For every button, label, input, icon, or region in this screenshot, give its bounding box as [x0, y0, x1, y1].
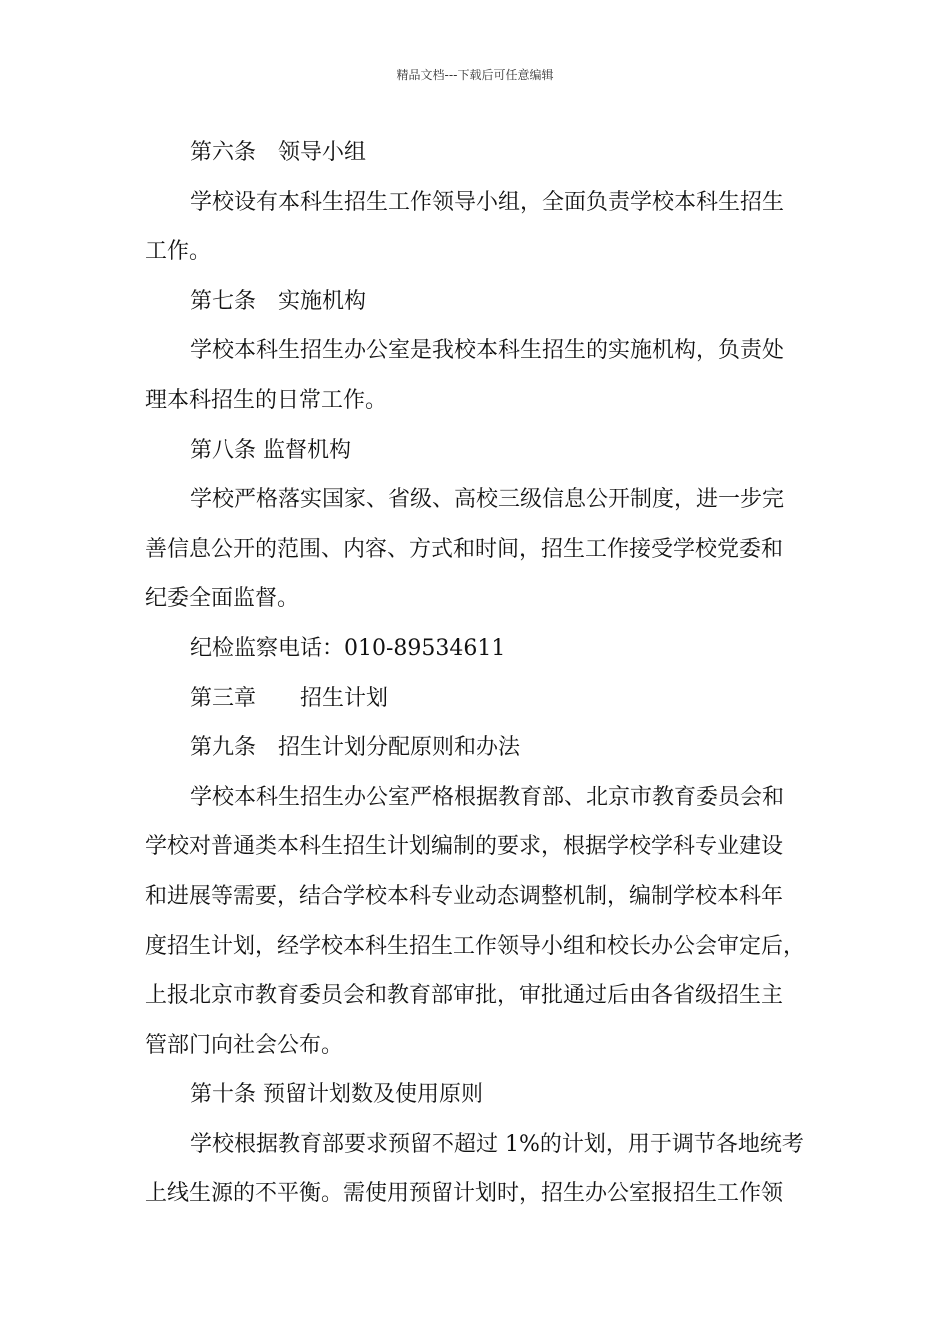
paragraph-line: 理本科招生的日常工作。: [145, 387, 388, 413]
document-body: [145, 128, 815, 1219]
paragraph-line: 学校设有本科生招生工作领导小组，全面负责学校本科生招生: [190, 189, 785, 215]
paragraph-line: 工作。: [145, 239, 212, 265]
paragraph-line: 学校本科生招生办公室是我校本科生招生的实施机构，负责处: [190, 338, 785, 364]
paragraph-line: 学校本科生招生办公室严格根据教育部、北京市教育委员会和: [190, 784, 785, 810]
page-header: 精品文档---下载后可任意编辑: [396, 68, 554, 82]
paragraph-line: 上报北京市教育委员会和教育部审批，审批通过后由各省级招生主: [145, 983, 784, 1009]
paragraph-line: 纪委全面监督。: [145, 586, 300, 612]
paragraph-line: 学校对普通类本科生招生计划编制的要求，根据学校学科专业建设: [145, 834, 784, 860]
paragraph-line: 上线生源的不平衡。需使用预留计划时，招生办公室报招生工作领: [145, 1181, 784, 1207]
article-heading: 第七条 实施机构: [190, 288, 367, 314]
article-heading: 第九条 招生计划分配原则和办法: [190, 735, 521, 761]
paragraph-line: 善信息公开的范围、内容、方式和时间，招生工作接受学校党委和: [145, 536, 784, 562]
paragraph-line: 学校根据教育部要求预留不超过 1%的计划，用于调节各地统考: [190, 1131, 804, 1157]
chapter-heading: 第三章 招生计划: [190, 685, 389, 711]
article-heading: 第八条 监督机构: [190, 437, 351, 463]
article-heading: 第六条 领导小组: [190, 140, 367, 165]
paragraph-line: 管部门向社会公布。: [145, 1032, 344, 1058]
phone-line: 纪检监察电话：010-89534611: [190, 635, 506, 661]
article-heading: 第十条 预留计划数及使用原则: [190, 1082, 483, 1108]
paragraph-line: 学校严格落实国家、省级、高校三级信息公开制度，进一步完: [190, 487, 785, 513]
paragraph-line: 和进展等需要，结合学校本科专业动态调整机制，编制学校本科年: [145, 883, 784, 909]
paragraph-line: 度招生计划，经学校本科生招生工作领导小组和校长办公会审定后，: [145, 933, 806, 959]
